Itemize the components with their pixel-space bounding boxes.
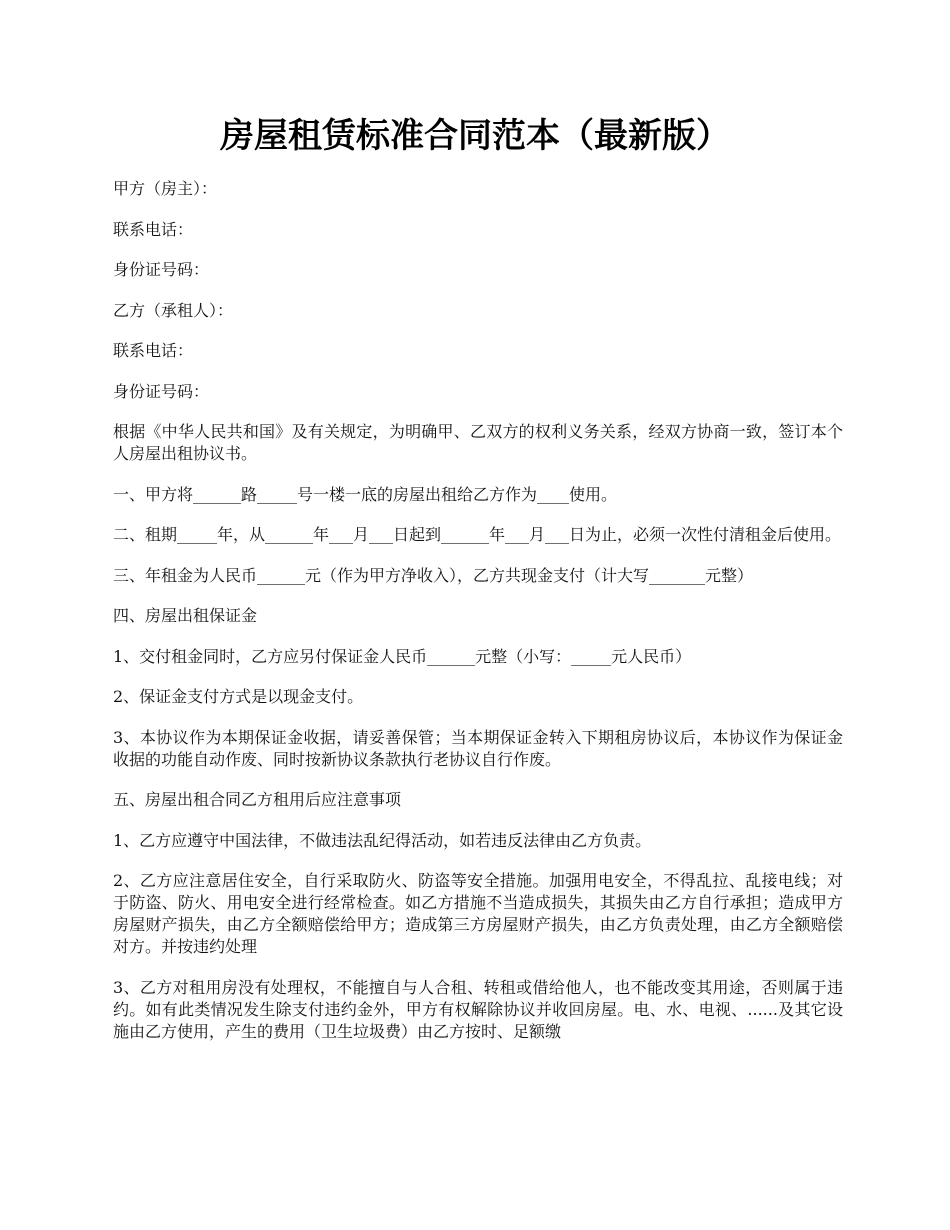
- paragraph-clause-3: 三、年租金为人民币______元（作为甲方净收入），乙方共现金支付（计大写_______元整）: [113, 565, 754, 585]
- paragraph-section-4-item-2: 2、保证金支付方式是以现金支付。: [113, 687, 364, 706]
- paragraph-party-a-id: 身份证号码：: [113, 260, 210, 279]
- paragraph-section-4-item-3: 3、本协议作为本期保证金收据，请妥善保管；当本期保证金转入下期租房协议后，本协议作为保证金收据的功能自动作废、同时按新协议条款执行老协议自行作废。: [113, 727, 843, 769]
- paragraph-section-5-heading: 五、房屋出租合同乙方租用后应注意事项: [113, 790, 402, 809]
- paragraph-section-4-item-1: 1、交付租金同时，乙方应另付保证金人民币______元整（小写：_____元人民币）: [113, 646, 692, 666]
- paragraph-section-5-item-2: 2、乙方应注意居住安全，自行采取防火、防盗等安全措施。加强用电安全，不得乱拉、乱接电线；对于防盗、防火、用电安全进行经常检查。如乙方措施不当造成损失，其损失由乙方自行承担；造成甲方房屋财产损失，由乙方全额赔偿给甲方；造成第三方房屋财产损失，由乙方负责处理，由乙方全额赔偿对方。并按违约处理: [113, 871, 843, 956]
- paragraph-section-5-item-3: 3、乙方对租用房没有处理权，不能擅自与人合租、转租或借给他人，也不能改变其用途，否则属于违约。如有此类情况发生除支付违约金外，甲方有权解除协议并收回房屋。电、水、电视、......及其它设施由乙方使用，产生的费用（卫生垃圾费）由乙方按时、足额缴: [113, 977, 843, 1041]
- paragraph-clause-2: 二、租期_____年，从______年___月___日起到______年___月___日为止，必须一次性付清租金后使用。: [113, 525, 842, 544]
- paragraph-party-b: 乙方（承租人）：: [113, 300, 234, 320]
- paragraph-preamble: 根据《中华人民共和国》及有关规定，为明确甲、乙双方的权利义务关系，经双方协商一致，签订本个人房屋出租协议书。: [113, 422, 843, 463]
- paragraph-party-a-phone: 联系电话：: [113, 219, 194, 239]
- paragraph-party-a: 甲方（房主）：: [113, 179, 218, 198]
- document-title: 房屋租赁标准合同范本（最新版）: [220, 116, 730, 156]
- document-body: [113, 178, 843, 1061]
- paragraph-section-5-item-1: 1、乙方应遵守中国法律，不做违法乱纪得活动，如若违反法律由乙方负责。: [113, 830, 652, 850]
- paragraph-section-4-heading: 四、房屋出租保证金: [113, 606, 258, 625]
- paragraph-clause-1: 一、甲方将______路_____号一楼一底的房屋出租给乙方作为____使用。: [113, 484, 618, 504]
- paragraph-party-b-phone: 联系电话：: [113, 341, 194, 360]
- paragraph-party-b-id: 身份证号码：: [113, 381, 210, 401]
